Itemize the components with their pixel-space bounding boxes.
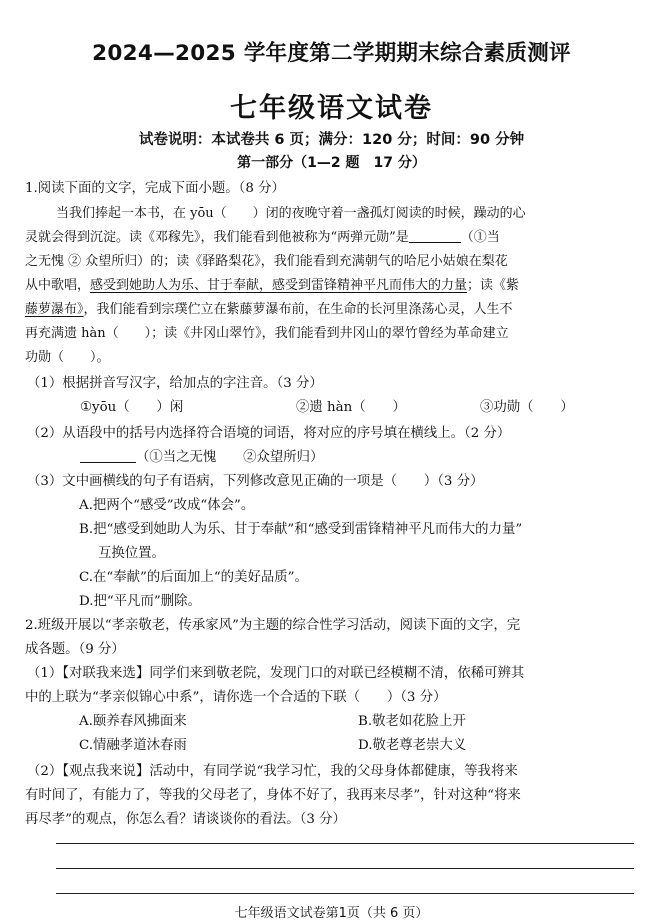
q2-sub1-stem: 中的上联为“孝亲似锦心中系”，请你选一个合适的下联（ ）（3 分） — [25, 690, 447, 705]
answer-line[interactable] — [56, 868, 634, 869]
option-b-cont: 互换位置。 — [98, 546, 165, 561]
passage-line: 藤萝瀑布》，我们能看到宗璞伫立在紫藤萝瀑布前，在生命的长河里涤荡心灵，人生不 — [25, 302, 513, 317]
option-a: A.颐养春风拂面来 — [79, 714, 187, 729]
q2-sub2-stem: 再尽孝”的观点，你怎么看？请谈谈你的看法。（3 分） — [25, 812, 346, 827]
q1-stem: 1.阅读下面的文字，完成下面小题。（8 分） — [25, 181, 285, 196]
exam-instructions: 试卷说明：本试卷共 6 页；满分：120 分；时间：90 分钟 — [138, 132, 525, 148]
q2-sub2-stem: 有时间了，有能力了，等我的父母老了，身体不好了，我再来尽孝”，针对这种“将来 — [25, 788, 521, 803]
q1-sub2-options: （①当之无愧 ②众望所归） — [80, 446, 323, 465]
answer-line[interactable] — [56, 893, 634, 894]
q2-stem: 成各题。（9 分） — [25, 642, 125, 657]
exam-title: 2024—2025 学年度第二学期期末综合素质测评 — [92, 41, 571, 66]
underlined-sentence: 感受到她助人为乐、甘于奉献，感受到雷锋精神平凡而伟大的力量 — [90, 278, 468, 293]
passage-line: 功勋（ ）。 — [25, 350, 110, 365]
answer-blank[interactable] — [409, 229, 461, 243]
q1-sub1-stem: （1）根据拼音写汉字，给加点的字注音。（3 分） — [27, 376, 323, 391]
q2-sub2-stem: （2）【观点我来说】活动中，有同学说“我学习忙，我的父母身体都健康，等我将来 — [27, 764, 518, 779]
q1-sub3-stem: （3）文中画横线的句子有语病，下列修改意见正确的一项是（ ）（3 分） — [27, 474, 484, 489]
part-heading: 第一部分（1—2 题 17 分） — [237, 155, 426, 171]
passage-line: 之无愧 ② 众望所归）的；读《驿路梨花》，我们能看到充满朝气的哈尼小姑娘在梨花 — [25, 254, 508, 269]
q2-sub1-stem: （1）【对联我来选】同学们来到敬老院，发现门口的对联已经模糊不清，依稀可辨其 — [27, 666, 525, 681]
q1-sub1-item: ③功勋（ ） — [480, 400, 574, 415]
option-d: D.把“平凡而”删除。 — [79, 594, 201, 609]
q1-sub2-stem: （2）从语段中的括号内选择符合语境的词语，将对应的序号填在横线上。（2 分） — [27, 426, 511, 441]
passage-line: 当我们捧起一本书，在 yōu（ ）闭的夜晚守着一盏孤灯阅读的时候，躁动的心 — [56, 206, 526, 221]
passage-line: 从中歌唱，感受到她助人为乐、甘于奉献，感受到雷锋精神平凡而伟大的力量；读《紫 — [25, 278, 520, 293]
passage-line: 再充满遗 hàn（ ）；读《井冈山翠竹》，我们能看到井冈山的翠竹曾经为革命建立 — [25, 326, 509, 341]
q2-stem: 2.班级开展以“孝亲敬老，传承家风”为主题的综合性学习活动，阅读下面的文字，完 — [25, 618, 521, 633]
option-b: B.敬老如花脸上开 — [358, 714, 466, 729]
answer-line[interactable] — [56, 843, 634, 844]
page-footer: 七年级语文试卷第1页（共 6 页） — [234, 906, 429, 921]
option-a: A.把两个“感受”改成“体会”。 — [79, 498, 255, 513]
answer-blank[interactable] — [80, 449, 136, 463]
option-b: B.把“感受到她助人为乐、甘于奉献”和“感受到雷锋精神平凡而伟大的力量” — [79, 522, 523, 537]
exam-subtitle: 七年级语文试卷 — [230, 93, 433, 124]
option-c: C.在“奉献”的后面加上“的美好品质”。 — [79, 570, 308, 585]
option-c: C.情融孝道沐春雨 — [79, 738, 187, 753]
passage-line: 灵就会得到沉淀。读《邓稼先》，我们能看到他被称为“两弹元勋”是 （①当 — [25, 230, 500, 245]
q1-sub1-item: ②遗 hàn（ ） — [296, 400, 406, 415]
option-d: D.敬老尊老崇大义 — [358, 738, 467, 753]
q1-sub1-item: ①yōu（ ）闲 — [80, 400, 184, 415]
